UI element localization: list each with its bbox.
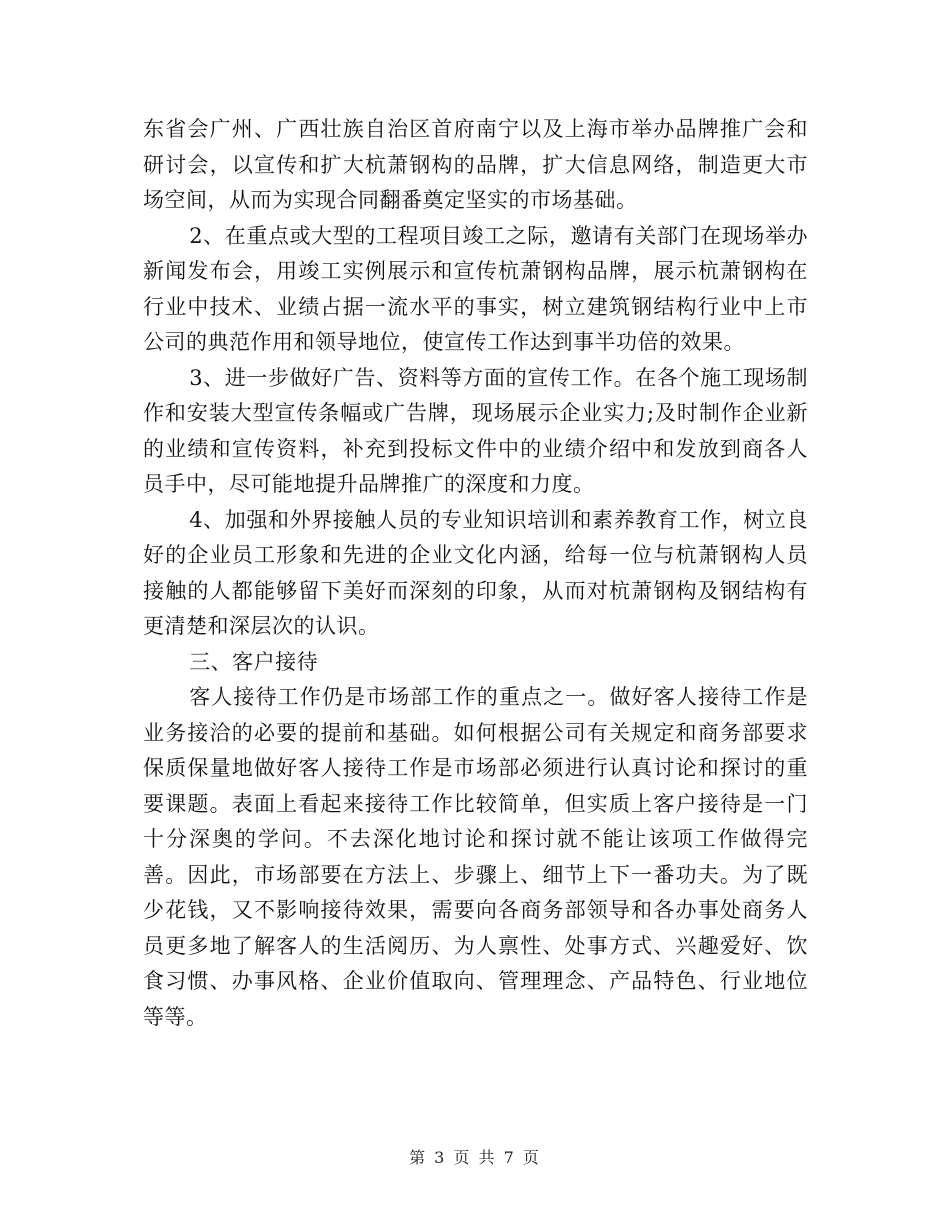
page-number-footer: 第 3 页 共 7 页	[409, 1148, 541, 1167]
paragraph-continuation: 东省会广州、广西壮族自治区首府南宁以及上海市举办品牌推广会和研讨会，以宣传和扩大杭萧钢构的品牌，扩大信息网络，制造更大市场空间，从而为实现合同翻番奠定坚实的市场基础。	[143, 117, 808, 212]
paragraph-item-3: 3、进一步做好广告、资料等方面的宣传工作。在各个施工现场制作和安装大型宣传条幅或广告牌，现场展示企业实力;及时制作企业新的业绩和宣传资料，补充到投标文件中的业绩介绍中和发放到商各人员手中，尽可能地提升品牌推广的深度和力度。	[143, 365, 808, 496]
paragraph-item-4: 4、加强和外界接触人员的专业知识培训和素养教育工作，树立良好的企业员工形象和先进的企业文化内涵，给每一位与杭萧钢构人员接触的人都能够留下美好而深刻的印象，从而对杭萧钢构及钢结构有更清楚和深层次的认识。	[143, 507, 808, 638]
paragraph-customer-reception: 客人接待工作仍是市场部工作的重点之一。做好客人接待工作是业务接洽的必要的提前和基础。如何根据公司有关规定和商务部要求保质保量地做好客人接待工作是市场部必须进行认真讨论和探讨的重要课题。表面上看起来接待工作比较简单，但实质上客户接待是一门十分深奥的学问。不去深化地讨论和探讨就不能让该项工作做得完善。因此，市场部要在方法上、步骤上、细节上下一番功夫。为了既少花钱，又不影响接待效果，需要向各商务部领导和各办事处商务人员更多地了解客人的生活阅历、为人禀性、处事方式、兴趣爱好、饮食习惯、办事风格、企业价值取向、管理理念、产品特色、行业地位等等。	[143, 685, 808, 1029]
document-body	[143, 112, 808, 1035]
paragraph-item-2: 2、在重点或大型的工程项目竣工之际，邀请有关部门在现场举办新闻发布会，用竣工实例展示和宣传杭萧钢构品牌，展示杭萧钢构在行业中技术、业绩占据一流水平的事实，树立建筑钢结构行业中上市公司的典范作用和领导地位，使宣传工作达到事半功倍的效果。	[143, 223, 808, 354]
section-heading-customer-reception: 三、客户接待	[189, 649, 319, 674]
